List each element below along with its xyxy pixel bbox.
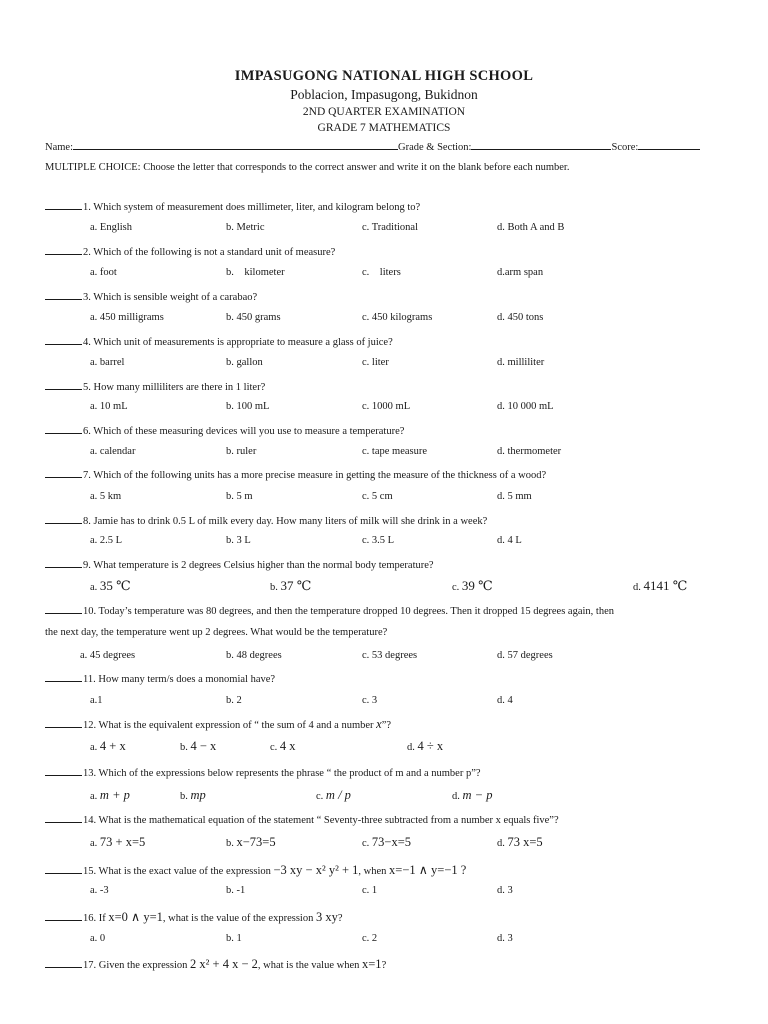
q1-option-a: a. English [90,222,132,233]
question-10: 10. Today’s temperature was 80 degrees, and then the temperature dropped 10 degrees. Then it dropped 15 degrees again, then [45,604,614,617]
q9-option-c: c. 39 ℃ [452,578,493,593]
q12-option-c: c. 4 x [270,739,296,753]
q7-option-c: c. 5 cm [362,491,393,502]
question-5: 5. How many milliliters are there in 1 liter? [45,380,265,393]
q11-option-a: a.1 [90,695,103,706]
q2-option-c: c. liters [362,267,401,278]
q3-option-b: b. 450 grams [226,312,281,323]
answer-blank-9[interactable] [45,558,82,568]
q7-option-d: d. 5 mm [497,491,532,502]
q4-option-d: d. milliliter [497,357,545,368]
q6-option-c: c. tape measure [362,446,428,457]
q13-option-b: b. mp [180,788,206,802]
q13-option-c: c. m / p [316,788,351,802]
q13-option-d: d. m − p [452,788,493,802]
name-row [45,140,700,153]
q12-option-a: a. 4 + x [90,739,126,753]
answer-blank-7[interactable] [45,468,82,478]
exam-title: 2ND QUARTER EXAMINATION [302,106,466,118]
q12-option-d: d. 4 ÷ x [407,739,444,753]
question-17: 17. Given the expression 2 x² + 4 x − 2, what is the value when x=1? [45,957,386,972]
question-9: 9. What temperature is 2 degrees Celsius higher than the normal body temperature? [45,558,434,571]
answer-blank-6[interactable] [45,424,82,434]
q2-option-d: d.arm span [497,267,544,278]
question-12: 12. What is the equivalent expression of “ the sum of 4 and a number x”? [45,717,391,732]
q10-option-a: a. 45 degrees [80,650,136,661]
name-blank[interactable] [73,140,398,150]
q8-option-d: d. 4 L [497,535,522,546]
q7-option-b: b. 5 m [226,491,253,502]
question-2: 2. Which of the following is not a standard unit of measure? [45,245,335,258]
q9-option-b: b. 37 ℃ [270,578,312,593]
grade-label: Grade & Section: [398,142,472,153]
q6-option-b: b. ruler [226,446,257,457]
q6-option-a: a. calendar [90,446,136,457]
q5-option-b: b. 100 mL [226,401,270,412]
answer-blank-5[interactable] [45,380,82,390]
q13-option-a: a. m + p [90,788,130,802]
q15-option-a: a. -3 [90,885,109,896]
answer-blank-2[interactable] [45,245,82,255]
q9-option-d: d. 4141 ℃ [633,578,688,593]
q15-option-b: b. -1 [226,885,246,896]
q3-option-c: c. 450 kilograms [362,312,433,323]
answer-blank-14[interactable] [45,813,82,823]
q4-option-a: a. barrel [90,357,125,368]
question-1: 1. Which system of measurement does millimeter, liter, and kilogram belong to? [45,200,420,213]
school-address: Poblacion, Impasugong, Bukidnon [290,87,478,102]
q2-option-b: b. kilometer [226,267,285,278]
q14-option-d: d. 73 x=5 [497,835,543,849]
question-7: 7. Which of the following units has a more precise measure in getting the measure of the thickness of a wood? [45,468,546,481]
answer-blank-8[interactable] [45,514,82,524]
q4-option-c: c. liter [362,357,389,368]
q11-option-d: d. 4 [497,695,513,706]
answer-blank-1[interactable] [45,200,82,210]
name-label: Name: [45,142,73,153]
q2-option-a: a. foot [90,267,117,278]
score-blank[interactable] [638,140,700,150]
q10-option-b: b. 48 degrees [226,650,282,661]
q8-option-a: a. 2.5 L [90,535,123,546]
answer-blank-11[interactable] [45,672,82,682]
q7-option-a: a. 5 km [90,491,122,502]
q16-option-a: a. 0 [90,933,106,944]
question-4: 4. Which unit of measurements is appropriate to measure a glass of juice? [45,335,393,348]
q12-option-b: b. 4 − x [180,739,217,753]
q16-option-b: b. 1 [226,933,242,944]
q15-option-d: d. 3 [497,885,513,896]
question-15: 15. What is the exact value of the expression −3 xy − x² y² + 1, when x=−1 ∧ y=−1 ? [45,862,466,878]
question-13: 13. Which of the expressions below represents the phrase “ the product of m and a number p”? [45,766,481,779]
q10-option-d: d. 57 degrees [497,650,553,661]
question-11: 11. How many term/s does a monomial have? [45,672,275,685]
question-8: 8. Jamie has to drink 0.5 L of milk every day. How many liters of milk will she drink in a week? [45,514,487,527]
q16-option-c: c. 2 [362,933,378,944]
q11-option-c: c. 3 [362,695,378,706]
q14-option-b: b. x−73=5 [226,835,276,849]
q3-option-d: d. 450 tons [497,312,544,323]
answer-blank-15[interactable] [45,864,82,874]
q14-option-a: a. 73 + x=5 [90,835,146,849]
answer-blank-16[interactable] [45,911,82,921]
q16-option-d: d. 3 [497,933,513,944]
q5-option-d: d. 10 000 mL [497,401,554,412]
q3-option-a: a. 450 milligrams [90,312,164,323]
score-label: Score: [611,142,639,153]
answer-blank-10[interactable] [45,604,82,614]
answer-blank-4[interactable] [45,335,82,345]
question-6: 6. Which of these measuring devices will you use to measure a temperature? [45,424,404,437]
q10-option-c: c. 53 degrees [362,650,418,661]
question-3: 3. Which is sensible weight of a carabao? [45,290,257,303]
answer-blank-13[interactable] [45,766,82,776]
q8-option-c: c. 3.5 L [362,535,395,546]
question-14: 14. What is the mathematical equation of the statement “ Seventy-three subtracted from a number x equals five”? [45,813,559,826]
grade-blank[interactable] [471,140,611,150]
school-name: IMPASUGONG NATIONAL HIGH SCHOOL [234,68,534,84]
q9-option-a: a. 35 ℃ [90,578,131,593]
q8-option-b: b. 3 L [226,535,251,546]
q15-option-c: c. 1 [362,885,378,896]
answer-blank-12[interactable] [45,718,82,728]
q14-option-c: c. 73−x=5 [362,835,412,849]
q1-option-c: c. Traditional [362,222,419,233]
q4-option-b: b. gallon [226,357,263,368]
q6-option-d: d. thermometer [497,446,562,457]
q5-option-c: c. 1000 mL [362,401,411,412]
instructions: MULTIPLE CHOICE: Choose the letter that corresponds to the correct answer and write it on the blank before each number. [45,162,570,173]
subject-title: GRADE 7 MATHEMATICS [317,122,451,134]
q11-option-b: b. 2 [226,695,242,706]
question-16: 16. If x=0 ∧ y=1, what is the value of the expression 3 xy? [45,909,343,925]
q1-option-b: b. Metric [226,222,265,233]
q5-option-a: a. 10 mL [90,401,128,412]
q1-option-d: d. Both A and B [497,222,565,233]
answer-blank-17[interactable] [45,958,82,968]
question-10-continued: the next day, the temperature went up 2 degrees. What would be the temperature? [45,627,388,638]
answer-blank-3[interactable] [45,290,82,300]
